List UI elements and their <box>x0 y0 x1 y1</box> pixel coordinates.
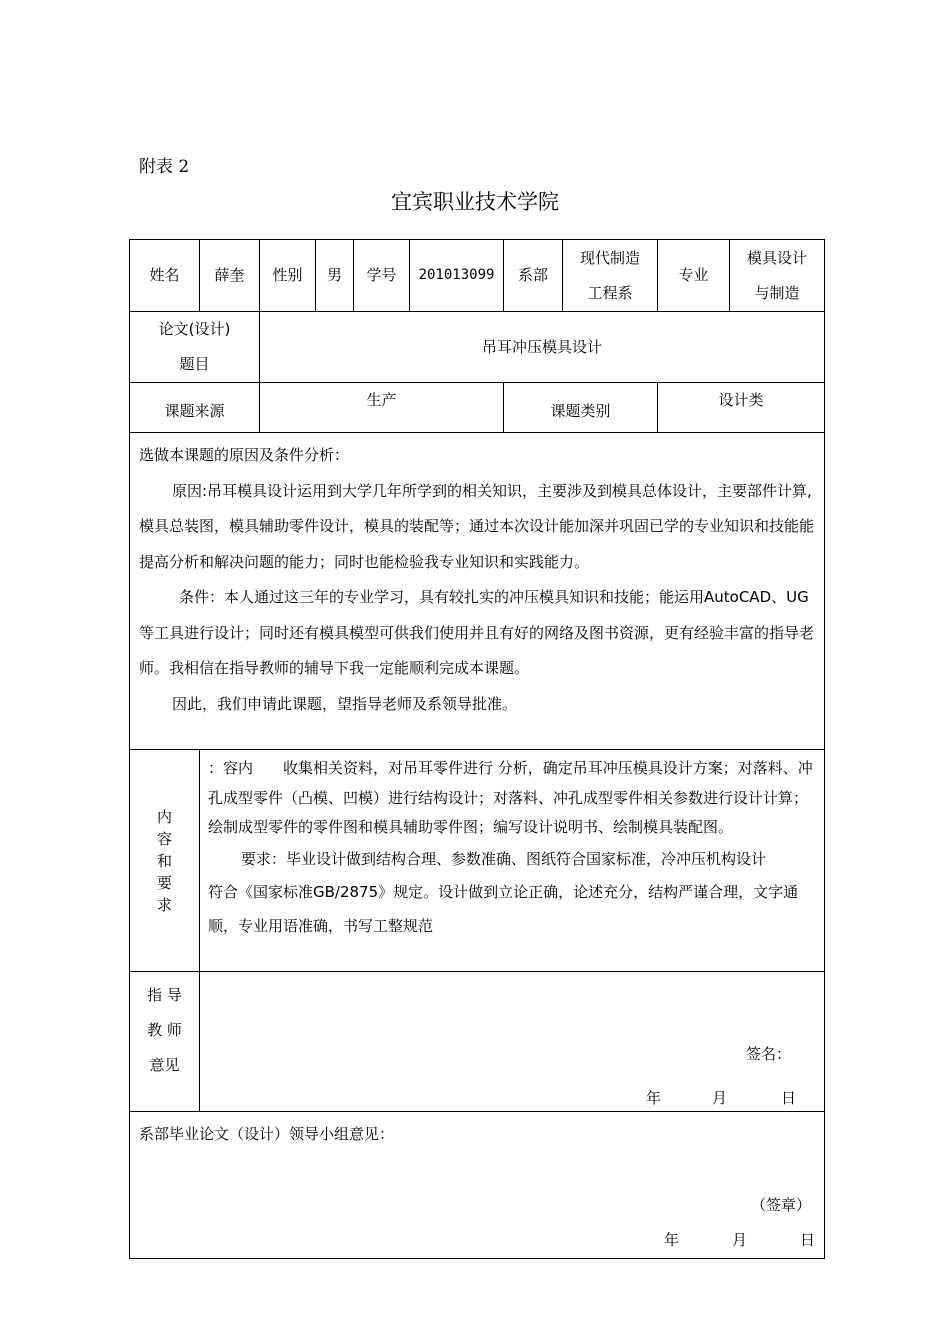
analysis-heading: 选做本课题的原因及条件分析： <box>139 446 350 464</box>
content-label <box>130 750 200 972</box>
dept-group-month: 月 <box>732 1231 748 1249</box>
gender-value: 男 <box>316 240 354 312</box>
advisor-month: 月 <box>712 1089 728 1107</box>
requirement-line-2: 符合《国家标准GB/2875》规定。设计做到立论正确，论述充分，结构严谨合理，文字通顺，专业用语准确，书写工整规范 <box>208 883 799 935</box>
dept-group-heading: 系部毕业论文（设计）领导小组意见： <box>139 1125 395 1143</box>
name-value: 薛奎 <box>200 240 260 312</box>
advisor-label-line-3: 意见 <box>149 1056 180 1074</box>
dept-value <box>563 240 658 312</box>
dept-group-year: 年 <box>664 1231 680 1249</box>
dept-label: 系部 <box>504 240 563 312</box>
content-label-char: 和 <box>156 851 172 870</box>
analysis-reason: 原因:吊耳模具设计运用到大学几年所学到的相关知识，主要涉及到模具总体设计，主要部件计算,模具总装图，模具辅助零件设计，模具的装配等；通过本次设计能加深并巩固已学的专业知识和技能能提高分析和解决问题的能力；同时也能检验我专业知识和实践能力。 <box>139 481 815 571</box>
major-value <box>730 240 825 312</box>
content-label-char: 求 <box>156 895 172 914</box>
analysis-row <box>130 433 825 750</box>
analysis-conclusion: 因此，我们申请此课题，望指导老师及系领导批准。 <box>172 694 518 713</box>
topic-label-line-1: 论文(设计) <box>158 320 231 338</box>
dept-group-row <box>130 1112 825 1259</box>
dept-group-day: 日 <box>800 1231 816 1249</box>
source-label: 课题来源 <box>130 383 260 433</box>
analysis-condition: 条件：本人通过这三年的专业学习，具有较扎实的冲压模具知识和技能；能运用AutoCAD、UG等工具进行设计；同时还有模具模型可供我们使用并且有好的网络及图书资源，更有经验丰富的指导老师。我相信在指导教师的辅导下我一定能顺利完成本课题。 <box>139 588 815 677</box>
topic-label <box>130 312 260 383</box>
major-label: 专业 <box>658 240 730 312</box>
advisor-opinion <box>200 972 825 1112</box>
source-row <box>130 383 825 433</box>
type-label: 课题类别 <box>504 383 658 433</box>
type-value: 设计类 <box>658 383 825 433</box>
topic-value: 吊耳冲压模具设计 <box>260 312 825 383</box>
topic-label-line-2: 题目 <box>179 355 210 373</box>
dept-group-opinion <box>130 1112 825 1259</box>
dept-group-seal: （签章） <box>751 1196 812 1214</box>
attachment-label: 附表 2 <box>139 157 190 177</box>
dept-line-1: 现代制造 <box>579 248 640 267</box>
advisor-sign: 签名： <box>746 1045 792 1063</box>
name-label: 姓名 <box>130 240 200 312</box>
page-title: 宜宾职业技术学院 <box>391 190 559 214</box>
content-text: ：容内 收集相关资料，对吊耳零件进行 分析，确定吊耳冲压模具设计方案；对落料、冲孔成型零件（凸模、凹模）进行结构设计；对落料、冲孔成型零件相关参数进行设计计算；绘制成型零件的零件图和模具辅助零件图；编写设计说明书、绘制模具装配图。 <box>208 759 813 836</box>
analysis-section <box>130 433 825 750</box>
proposal-form-table <box>129 239 825 1259</box>
topic-row <box>130 312 825 383</box>
advisor-label-line-2: 教 师 <box>147 1021 182 1039</box>
student-id-value: 201013099 <box>410 240 504 312</box>
advisor-label <box>130 972 200 1112</box>
advisor-label-line-1: 指 导 <box>147 986 182 1004</box>
dept-line-2: 工程系 <box>587 283 633 302</box>
source-value: 生产 <box>260 383 504 433</box>
student-id-label: 学号 <box>354 240 410 312</box>
gender-label: 性别 <box>260 240 316 312</box>
content-label-char: 要 <box>156 873 172 892</box>
content-body <box>200 750 825 972</box>
advisor-year: 年 <box>646 1089 662 1107</box>
content-label-char: 内 <box>156 807 172 826</box>
advisor-day: 日 <box>781 1089 797 1107</box>
advisor-row <box>130 972 825 1112</box>
requirement-line-1: 要求：毕业设计做到结构合理、参数准确、图纸符合国家标准，冷冲压机构设计 <box>241 849 767 868</box>
content-row <box>130 750 825 972</box>
content-label-char: 容 <box>156 829 172 848</box>
major-line-2: 与制造 <box>754 283 800 302</box>
student-info-row <box>130 240 825 312</box>
major-line-1: 模具设计 <box>746 248 807 267</box>
